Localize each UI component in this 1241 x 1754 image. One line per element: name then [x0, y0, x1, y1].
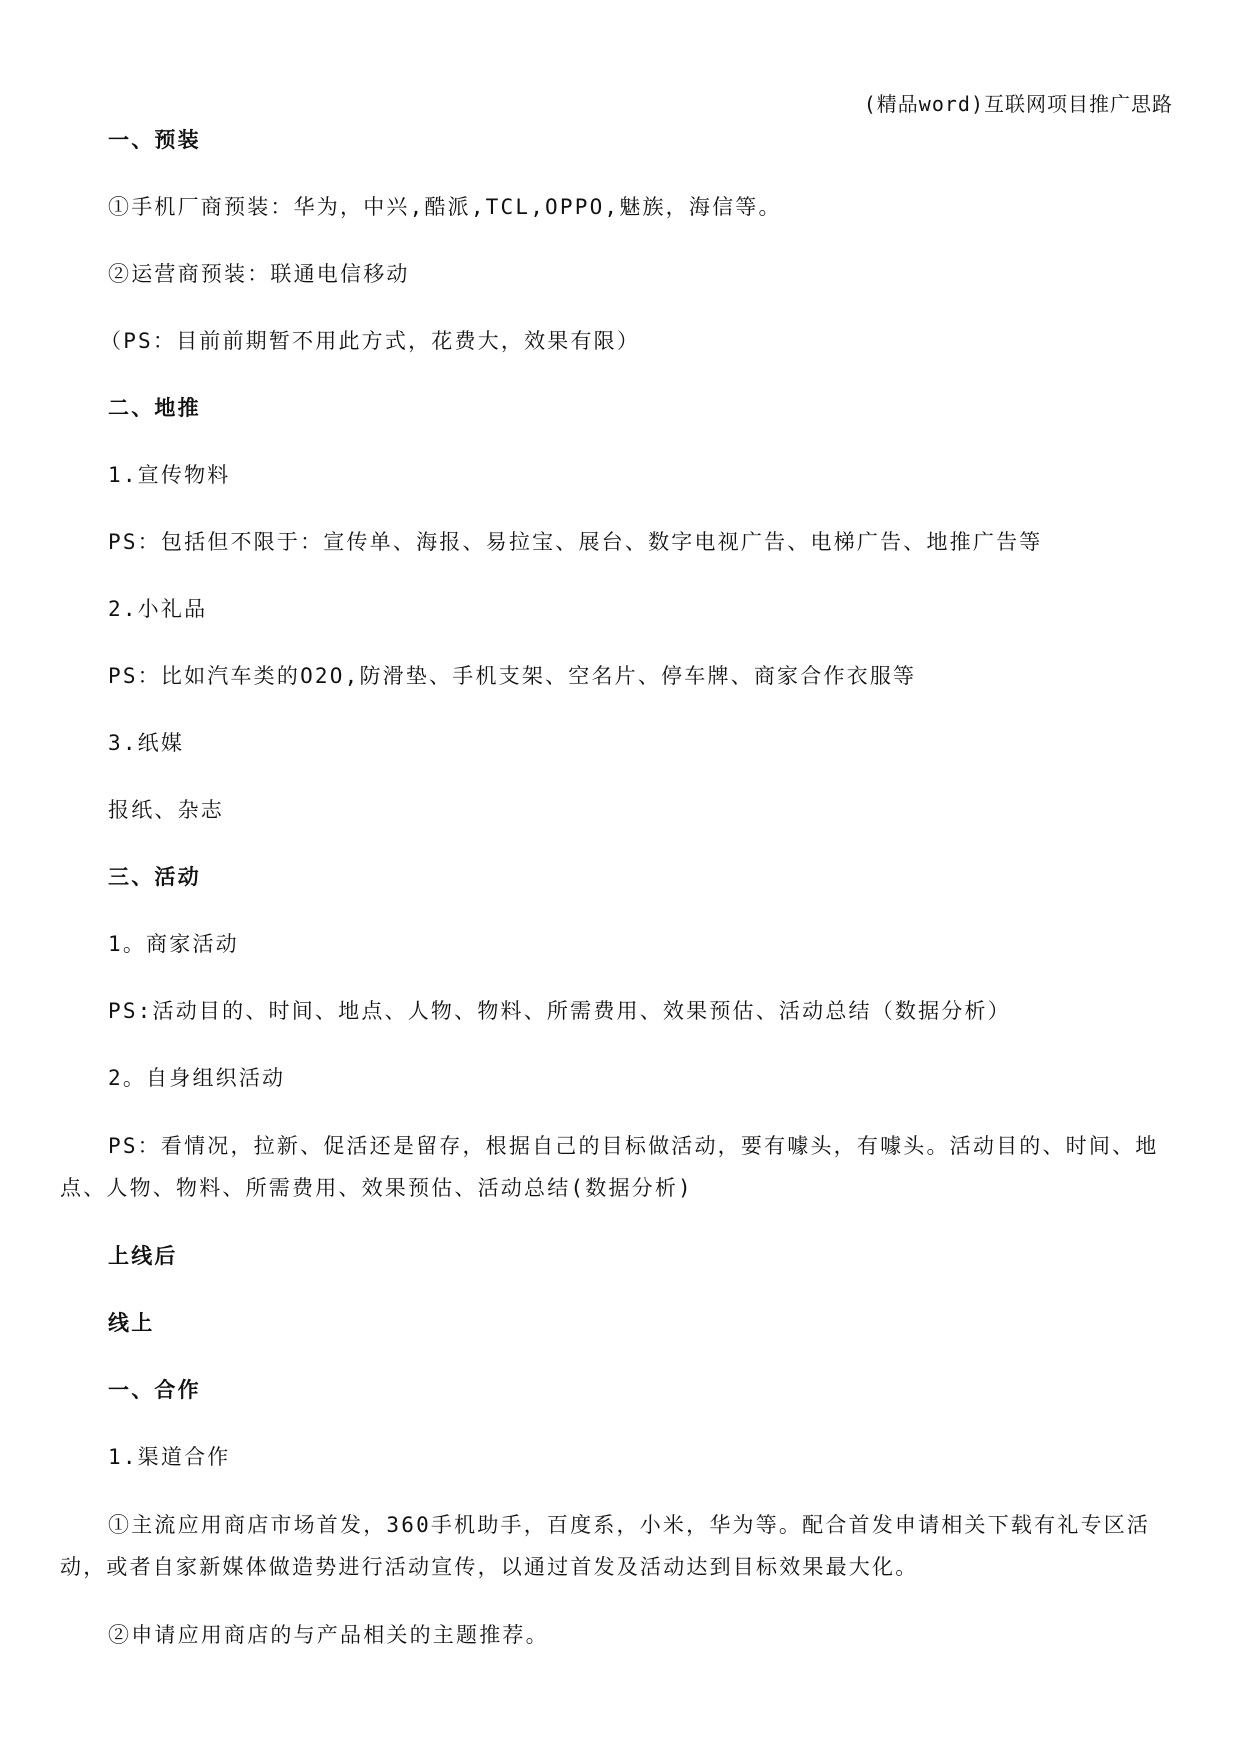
- paragraph-self-organized: 2。自身组织活动: [108, 1066, 286, 1090]
- paragraph-preinstall-note: （PS：目前前期暂不用此方式，花费大，效果有限）: [100, 329, 641, 353]
- page-header: (精品word)互联网项目推广思路: [863, 92, 1173, 116]
- heading-after-launch: 上线后: [108, 1244, 178, 1268]
- paragraph-channel-cooperation: 1.渠道合作: [108, 1445, 231, 1469]
- document-body: [60, 120, 1178, 1682]
- paragraph-manufacturer-preinstall: ①手机厂商预装：华为，中兴,酷派,TCL,OPPO,魅族，海信等。: [108, 195, 782, 219]
- paragraph-app-store-launch: ①主流应用商店市场首发，360手机助手，百度系，小米，华为等。配合首发申请相关下载有礼专区活动，或者自家新媒体做造势进行活动宣传，以通过首发及活动达到目标效果最大化。: [60, 1513, 1151, 1579]
- heading-preinstall: 一、预装: [108, 128, 201, 152]
- paragraph-promo-materials-note: PS：包括但不限于：宣传单、海报、易拉宝、展台、数字电视广告、电梯广告、地推广告等: [108, 530, 1043, 554]
- paragraph-self-organized-note: PS：看情况，拉新、促活还是留存，根据自己的目标做活动，要有噱头，有噱头。活动目的、时间、地点、人物、物料、所需费用、效果预估、活动总结(数据分析): [60, 1134, 1159, 1200]
- heading-cooperation: 一、合作: [108, 1378, 201, 1402]
- paragraph-small-gifts-note: PS：比如汽车类的O2O,防滑垫、手机支架、空名片、停车牌、商家合作衣服等: [108, 664, 917, 688]
- paragraph-promo-materials: 1.宣传物料: [108, 463, 231, 487]
- paragraph-theme-recommendation: ②申请应用商店的与产品相关的主题推荐。: [108, 1623, 549, 1647]
- paragraph-small-gifts: 2.小礼品: [108, 597, 208, 621]
- paragraph-merchant-activities-note: PS:活动目的、时间、地点、人物、物料、所需费用、效果预估、活动总结（数据分析）: [108, 999, 1011, 1023]
- heading-online: 线上: [108, 1311, 155, 1335]
- paragraph-merchant-activities: 1。商家活动: [108, 932, 239, 956]
- paragraph-print-media: 3.纸媒: [108, 731, 185, 755]
- heading-activities: 三、活动: [108, 865, 201, 889]
- paragraph-carrier-preinstall: ②运营商预装：联通电信移动: [108, 262, 410, 286]
- heading-ground-promotion: 二、地推: [108, 396, 201, 420]
- paragraph-print-media-note: 报纸、杂志: [108, 798, 224, 822]
